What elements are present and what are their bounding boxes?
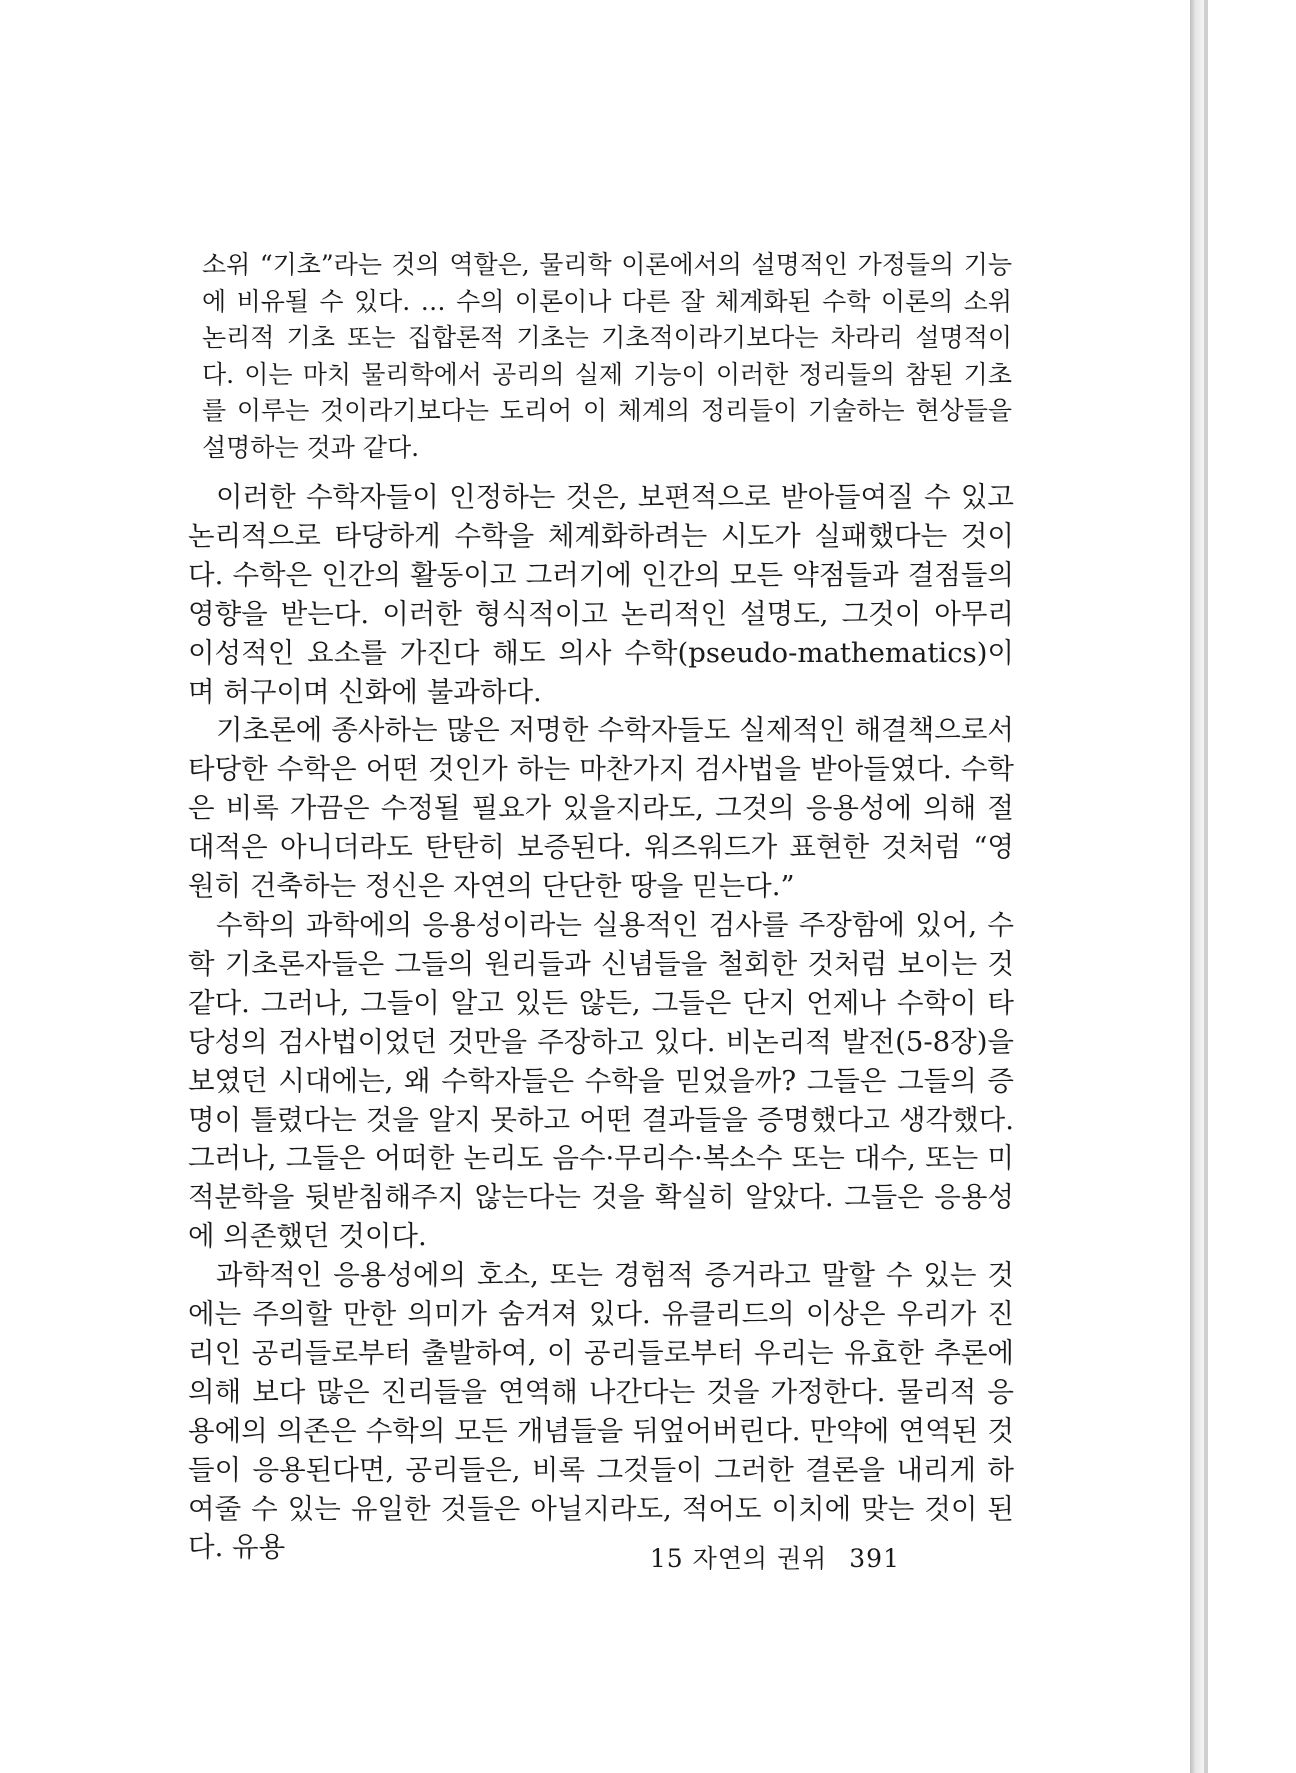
paragraph: 과학적인 응용성에의 호소, 또는 경험적 증거라고 말할 수 있는 것에는 주의할 만한 의미가 숨겨져 있다. 유클리드의 이상은 우리가 진리인 공리들로부터 출발하여, 이 공리들로부터 우리는 유효한 추론에 의해 보다 많은 진리들을 연역해 나간다는 것을 가정한다. 물리적 응용에의 의존은 수학의 모든 개념들을 뒤엎어버린다. 만약에 연역된 것들이 응용된다면, 공리들은, 비록 그것들이 그러한 결론을 내리게 하여줄 수 있는 유일한 것들은 아닐지라도, 적어도 이치에 맞는 것이 된다. 유용 (188, 1259, 1014, 1564)
block-quote: 소위 “기초”라는 것의 역할은, 물리학 이론에서의 설명적인 가정들의 기능에 비유될 수 있다. … 수의 이론이나 다른 잘 체계화된 수학 이론의 소위 논리적 기초 또는 집합론적 기초는 기초적이라기보다는 차라리 설명적이다. 이는 마치 물리학에서 공리의 실제 기능이 이러한 정리들의 참된 기초를 이루는 것이라기보다는 도리어 이 체계의 정리들이 기술하는 현상들을 설명하는 것과 같다. (202, 250, 1012, 462)
paragraph: 수학의 과학에의 응용성이라는 실용적인 검사를 주장함에 있어, 수학 기초론자들은 그들의 원리들과 신념들을 철회한 것처럼 보이는 것 같다. 그러나, 그들이 알고 있든 않든, 그들은 단지 언제나 수학이 타당성의 검사법이었던 것만을 주장하고 있다. 비논리적 발전(5-8장)을 보였던 시대에는, 왜 수학자들은 수학을 믿었을까? 그들은 그들의 증명이 틀렸다는 것을 알지 못하고 어떤 결과들을 증명했다고 생각했다. 그러나, 그들은 어떠한 논리도 음수·무리수·복소수 또는 대수, 또는 미적분학을 뒷받침해주지 않는다는 것을 확실히 알았다. 그들은 응용성에 의존했던 것이다. (188, 908, 1014, 1253)
chapter-title: 15 자연의 권위 (649, 1544, 828, 1573)
paragraph: 기초론에 종사하는 많은 저명한 수학자들도 실제적인 해결책으로서 타당한 수학은 어떤 것인가 하는 마찬가지 검사법을 받아들였다. 수학은 비록 가끔은 수정될 필요가 있을지라도, 그것의 응용성에 의해 절대적은 아니더라도 탄탄히 보증된다. 워즈워드가 표현한 것처럼 “영원히 건축하는 정신은 자연의 단단한 땅을 믿는다.” (188, 714, 1014, 903)
page-edge-shadow (1204, 0, 1208, 1773)
page-number: 391 (849, 1544, 900, 1573)
page-edge (1190, 0, 1204, 1773)
page-footer (650, 1539, 900, 1575)
body-text (188, 478, 1014, 1567)
paragraph: 이러한 수학자들이 인정하는 것은, 보편적으로 받아들여질 수 있고 논리적으로 타당하게 수학을 체계화하려는 시도가 실패했다는 것이다. 수학은 인간의 활동이고 그러기에 인간의 모든 약점들과 결점들의 영향을 받는다. 이러한 형식적이고 논리적인 설명도, 그것이 아무리 이성적인 요소를 가진다 해도 의사 수학(pseudo-mathematics)이며 허구이며 신화에 불과하다. (188, 481, 1014, 708)
